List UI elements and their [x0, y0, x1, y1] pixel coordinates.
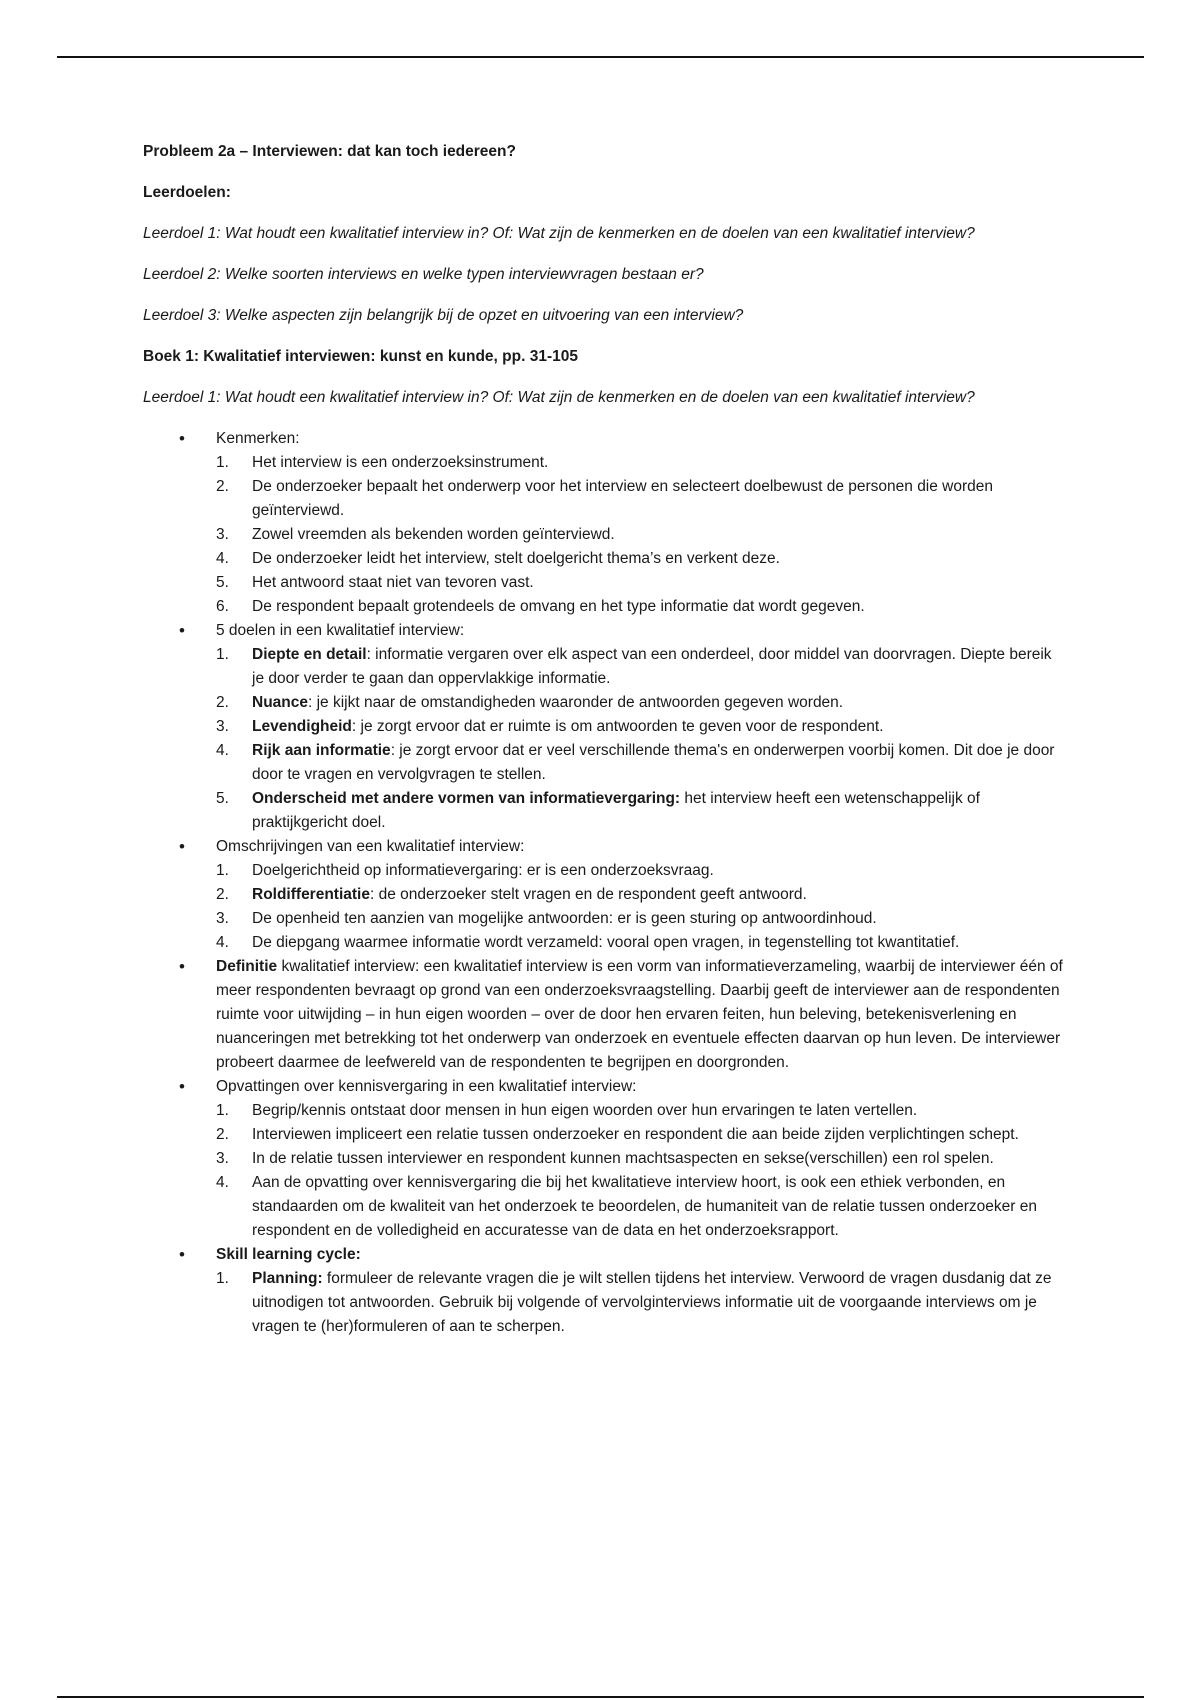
list-item	[216, 715, 1063, 739]
list-item	[216, 1171, 1063, 1243]
leerdoel-1: Leerdoel 1: Wat houdt een kwalitatief interview in? Of: Wat zijn de kenmerken en de doelen van een kwalitatief interview?	[143, 225, 975, 242]
item-text: : je kijkt naar de omstandigheden waaronder de antwoorden gegeven worden.	[308, 694, 844, 711]
item-text: De diepgang waarmee informatie wordt verzameld: vooral open vragen, in tegenstelling tot kwantitatief.	[252, 934, 960, 951]
list-item	[216, 451, 1063, 475]
item-number: 4.	[216, 742, 229, 759]
definitie-term: Definitie	[216, 958, 278, 975]
omschrijvingen-list	[216, 859, 1063, 955]
list-item	[216, 643, 1063, 691]
item-number: 1.	[216, 1102, 229, 1119]
leerdoel-3: Leerdoel 3: Welke aspecten zijn belangrijk bij de opzet en uitvoering van een interview?	[143, 307, 744, 324]
leerdoel-2: Leerdoel 2: Welke soorten interviews en welke typen interviewvragen bestaan er?	[143, 266, 704, 283]
item-text: Aan de opvatting over kennisvergaring die bij het kwalitatieve interview hoort, is ook een ethiek verbonden, en standaarden om de kwaliteit van het onderzoek te beoordelen, de humaniteit van de relatie tussen onderzoeker en respondent en de volledigheid en accuratesse van de data en het onderzoeksrapport.	[252, 1174, 1037, 1239]
doelen-label: 5 doelen in een kwalitatief interview:	[216, 622, 465, 639]
bullet-definitie	[143, 955, 1063, 1075]
doelen-list	[216, 643, 1063, 835]
list-item	[216, 691, 1063, 715]
bullet-skill-learning-cycle	[143, 1243, 1063, 1339]
item-text: De onderzoeker leidt het interview, stelt doelgericht thema’s en verkent deze.	[252, 550, 780, 567]
bullet-doelen	[143, 619, 1063, 835]
list-item	[216, 571, 1063, 595]
item-number: 3.	[216, 718, 229, 735]
item-number: 3.	[216, 1150, 229, 1167]
list-item	[216, 883, 1063, 907]
book-heading: Boek 1: Kwalitatief interviewen: kunst en kunde, pp. 31-105	[143, 348, 578, 365]
item-text: De onderzoeker bepaalt het onderwerp voor het interview en selecteert doelbewust de personen die worden geïnterviewd.	[252, 478, 994, 519]
bullet-omschrijvingen	[143, 835, 1063, 955]
list-item	[216, 907, 1063, 931]
bullet-opvattingen	[143, 1075, 1063, 1243]
item-term: Onderscheid met andere vormen van informatievergaring:	[252, 790, 681, 807]
item-text: : je zorgt ervoor dat er ruimte is om antwoorden te geven voor de respondent.	[351, 718, 884, 735]
item-text: In de relatie tussen interviewer en respondent kunnen machtsaspecten en sekse(verschillen) een rol spelen.	[252, 1150, 994, 1167]
list-item	[216, 1267, 1063, 1339]
list-item	[216, 547, 1063, 571]
item-number: 2.	[216, 478, 229, 495]
opvattingen-list	[216, 1099, 1063, 1243]
opvattingen-label: Opvattingen over kennisvergaring in een kwalitatief interview:	[216, 1078, 637, 1095]
item-number: 3.	[216, 910, 229, 927]
definitie-text: kwalitatief interview: een kwalitatief interview is een vorm van informatieverzameling, waarbij de interviewer één of meer respondenten bevraagt op grond van een onderzoeksvraagstelling. Daarbij geeft de interviewer aan de respondenten ruimte voor uitwijding – in hun eigen woorden – over de door hen ervaren feiten, hun beleving, betekenisverlening en nuanceringen met betrekking tot het onderwerp van onderzoek en eventuele effecten daarvan op hun leven. De interviewer probeert daarmee de leefwereld van de respondenten te begrijpen en doorgronden.	[216, 958, 1063, 1071]
item-term: Nuance	[252, 694, 308, 711]
omschrijvingen-label: Omschrijvingen van een kwalitatief interview:	[216, 838, 525, 855]
list-item	[216, 523, 1063, 547]
item-number: 2.	[216, 1126, 229, 1143]
item-number: 3.	[216, 526, 229, 543]
item-number: 1.	[216, 454, 229, 471]
item-text: formuleer de relevante vragen die je wilt stellen tijdens het interview. Verwoord de vragen dusdanig dat ze uitnodigen tot antwoorden. Gebruik bij volgende of vervolginterviews informatie uit de voorgaande interviews om je vragen te (her)formuleren of aan te scherpen.	[252, 1270, 1052, 1335]
item-number: 2.	[216, 886, 229, 903]
item-text: De openheid ten aanzien van mogelijke antwoorden: er is geen sturing op antwoordinhoud.	[252, 910, 877, 927]
list-item	[216, 1099, 1063, 1123]
item-term: Roldifferentiatie	[252, 886, 370, 903]
item-number: 4.	[216, 1174, 229, 1191]
item-text: : de onderzoeker stelt vragen en de respondent geeft antwoord.	[369, 886, 807, 903]
item-text: : informatie vergaren over elk aspect van een onderdeel, door middel van doorvragen. Diepte bereik je door verder te gaan dan oppervlakkige informatie.	[252, 646, 1052, 687]
bullet-kenmerken	[143, 427, 1063, 619]
list-item	[216, 475, 1063, 523]
item-text: : je zorgt ervoor dat er veel verschillende thema's en onderwerpen voorbij komen. Dit doe je door door te vragen en vervolgvragen te stellen.	[252, 742, 1055, 783]
item-term: Planning:	[252, 1270, 323, 1287]
item-text: Interviewen impliceert een relatie tussen onderzoeker en respondent die aan beide zijden verplichtingen schept.	[252, 1126, 1019, 1143]
skill-label: Skill learning cycle:	[216, 1246, 361, 1263]
list-item	[216, 787, 1063, 835]
item-term: Levendigheid	[252, 718, 352, 735]
item-text: Het antwoord staat niet van tevoren vast.	[252, 574, 534, 591]
list-item	[216, 1123, 1063, 1147]
list-item	[216, 1147, 1063, 1171]
item-number: 5.	[216, 574, 229, 591]
item-term: Rijk aan informatie	[252, 742, 391, 759]
item-term: Diepte en detail	[252, 646, 367, 663]
item-number: 1.	[216, 646, 229, 663]
leerdoelen-heading: Leerdoelen:	[143, 184, 231, 201]
document-title: Probleem 2a – Interviewen: dat kan toch iedereen?	[143, 143, 516, 160]
item-text: De respondent bepaalt grotendeels de omvang en het type informatie dat wordt gegeven.	[252, 598, 865, 615]
item-number: 4.	[216, 934, 229, 951]
item-number: 1.	[216, 1270, 229, 1287]
item-number: 5.	[216, 790, 229, 807]
item-text: Begrip/kennis ontstaat door mensen in hun eigen woorden over hun ervaringen te laten vertellen.	[252, 1102, 918, 1119]
item-number: 2.	[216, 694, 229, 711]
list-item	[216, 595, 1063, 619]
list-item	[216, 859, 1063, 883]
list-item	[216, 931, 1063, 955]
kenmerken-list	[216, 451, 1063, 619]
item-text: Het interview is een onderzoeksinstrument.	[252, 454, 549, 471]
header-rule	[57, 56, 1144, 58]
skill-list	[216, 1267, 1063, 1339]
main-bullet-list	[143, 427, 1063, 1339]
kenmerken-label: Kenmerken:	[216, 430, 300, 447]
leerdoel-1-repeat: Leerdoel 1: Wat houdt een kwalitatief interview in? Of: Wat zijn de kenmerken en de doelen van een kwalitatief interview?	[143, 389, 975, 406]
item-number: 6.	[216, 598, 229, 615]
item-number: 4.	[216, 550, 229, 567]
item-number: 1.	[216, 862, 229, 879]
document-body	[143, 140, 1063, 1339]
footer-rule	[57, 1696, 1144, 1698]
item-text: Zowel vreemden als bekenden worden geïnterviewd.	[252, 526, 615, 543]
list-item	[216, 739, 1063, 787]
item-text: het interview heeft een wetenschappelijk of praktijkgericht doel.	[252, 790, 980, 831]
item-text: Doelgerichtheid op informatievergaring: er is een onderzoeksvraag.	[252, 862, 714, 879]
